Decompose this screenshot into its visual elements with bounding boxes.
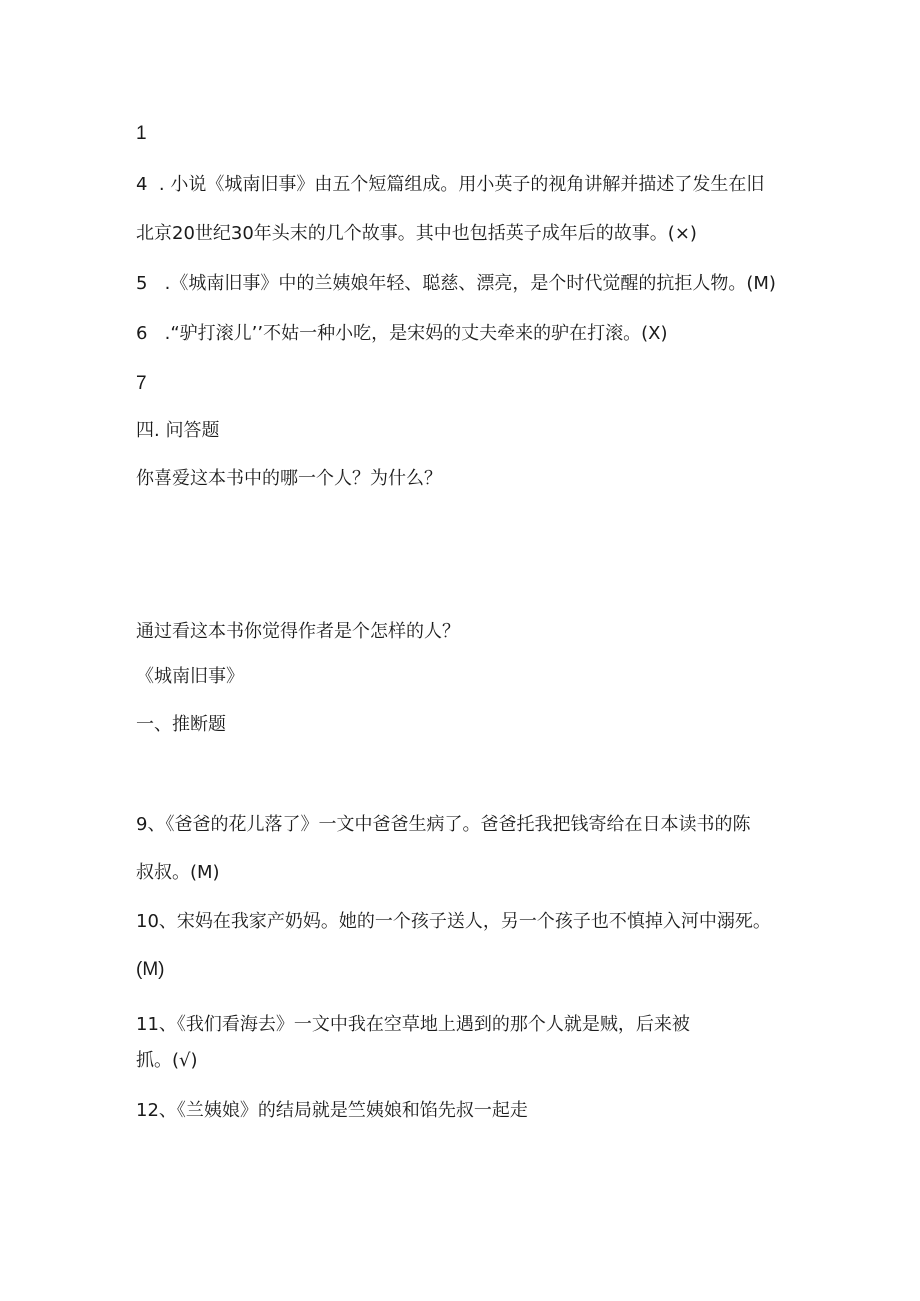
section-heading-judgment: 一、推断题: [136, 714, 226, 735]
question-4-line-1: 4 . 小说《城南旧事》由五个短篇组成。用小英子的视角讲解并描述了发生在旧: [136, 174, 765, 195]
qa-question-1: 你喜爱这本书中的哪一个人？为什么？: [136, 468, 442, 489]
book-title: 《城南旧事》: [136, 666, 244, 687]
question-9-line-2: 叔叔。(M): [136, 862, 220, 883]
section-heading-qa: 四. 问答题: [136, 420, 220, 441]
page-number-line: 1: [136, 123, 147, 144]
question-11-line-1: 11、《我们看海去》一文中我在空草地上遇到的那个人就是贼，后来被: [136, 1014, 690, 1035]
question-7-number: 7: [136, 373, 147, 394]
question-5: 5 .《城南旧事》中的兰姨娘年轻、聪慈、漂亮，是个时代觉醒的抗拒人物。(M): [136, 273, 776, 294]
question-4-line-2: 北京20世纪30年头末的几个故事。其中也包括英子成年后的故事。(×): [136, 223, 697, 244]
question-12: 12、《兰姨娘》的结局就是竺姨娘和馅先叔一起走: [136, 1100, 528, 1121]
question-6: 6 .“驴打滚儿’’不姑一种小吃，是宋妈的丈夫牵来的驴在打滚。(X): [136, 323, 668, 344]
qa-question-2: 通过看这本书你觉得作者是个怎样的人？: [136, 621, 460, 642]
question-9-line-1: 9、《爸爸的花儿落了》一文中爸爸生病了。爸爸托我把钱寄给在日本读书的陈: [136, 814, 751, 835]
question-11-line-2: 抓。(√): [136, 1050, 198, 1071]
question-10-line-1: 10、宋妈在我家产奶妈。她的一个孩子送人，另一个孩子也不慎掉入河中溺死。: [136, 911, 771, 932]
question-10-line-2: (M): [136, 959, 165, 980]
